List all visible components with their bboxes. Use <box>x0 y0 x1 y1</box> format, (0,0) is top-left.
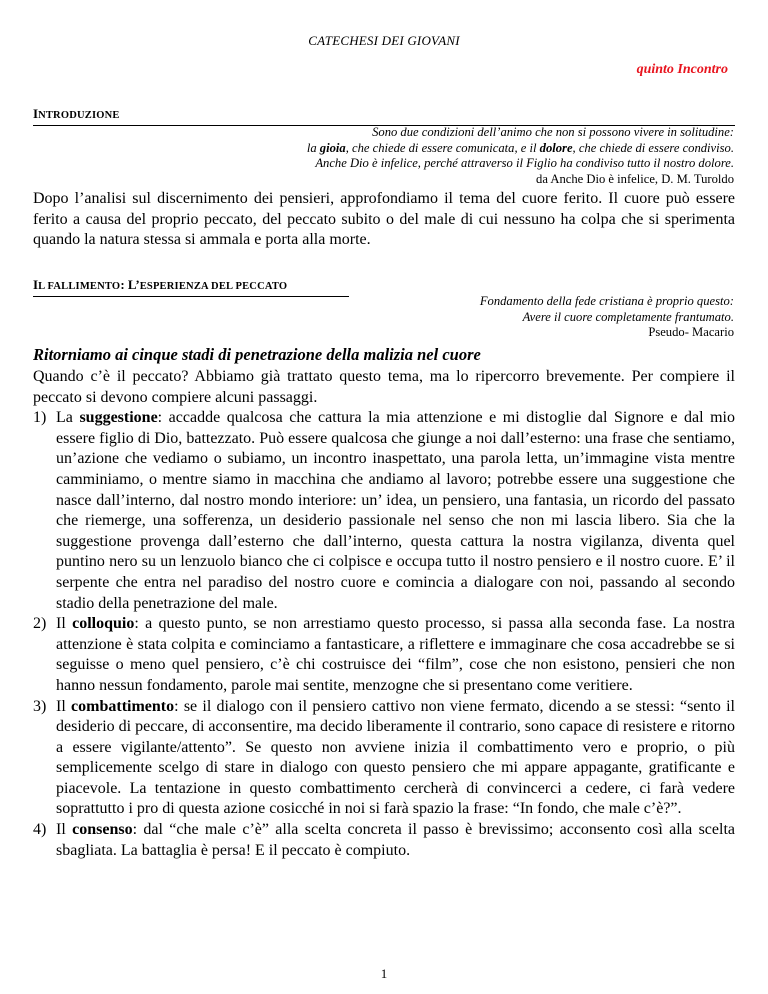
section-heading-rest: NTRODUZIONE <box>38 110 120 121</box>
list-item-text: : accadde qualcosa che cattura la mia attenzione e mi distoglie dal Signore e dal mio essere figlio di Dio, battezzato. Può essere qualcosa che giunge a noi dall’esterno: una frase che sentiamo, un’azione che vediamo o subiamo, un incontro inaspettato, una parola letta, un’immagine vista mentre camminiamo, o mentre siamo in macchina che andiamo al lavoro; potrebbe essere una suggestione che nasce dall’interno, dal nostro mondo interiore: un’ idea, un pensiero, una fantasia, un ricordo del passato che riemerge, una sofferenza, un desiderio passionale nel senso che non mi lascia libero. Sia che la suggestione provenga dall’esterno che dall’interno, questa cattura la nostra vigilanza, diventa quel puntino nero su un lenzuolo bianco che ci colpisce e occupa tutto il nostro pensiero e il nostro cuore. E’ il serpente che entra nel paradiso del nostro cuore e comincia a dialogare con noi, passando al secondo stadio della penetrazione del male. <box>56 409 735 612</box>
list-item-text: : a questo punto, se non arrestiamo questo processo, si passa alla seconda fase. La nostra attenzione è stata colpita e cominciamo a fantasticare, a riflettere e immaginare che cosa accadrebbe se si seguisse o meno quel pensiero, c’è chi costruisce dei “film”, cose che non esistono, pensieri che non hanno nessun fondamento, parole mai sentite, menzogne che si presentano come veritiere. <box>56 615 736 694</box>
subheading-five-stages: Ritorniamo ai cinque stadi di penetrazione della malizia nel cuore <box>33 345 481 364</box>
list-item-number: 3) <box>33 697 47 715</box>
list-item <box>33 408 735 614</box>
list-item-prefix: Il <box>56 615 73 633</box>
list-item-number: 1) <box>33 409 47 427</box>
list-item-prefix: La <box>56 409 80 427</box>
epigraph-text: , che chiede di essere condiviso. <box>572 140 734 155</box>
list-item <box>33 697 735 821</box>
main-text <box>33 367 735 861</box>
section-heading-part: ESPERIENZA DEL PECCATO <box>139 281 288 292</box>
stages-list <box>33 408 735 861</box>
section-heading-fallimento <box>33 277 349 297</box>
page-number: 1 <box>380 966 388 981</box>
section-heading-part: : L’ <box>120 277 140 292</box>
meeting-label: quinto Incontro <box>636 62 728 77</box>
list-item-term: consenso <box>72 821 133 839</box>
section-heading-initial: I <box>33 277 39 292</box>
list-item-number: 4) <box>33 821 47 839</box>
document-header-title: CATECHESI DEI GIOVANI <box>308 33 460 48</box>
epigraph-source: Pseudo- Macario <box>648 325 734 340</box>
list-item-prefix: Il <box>56 697 72 715</box>
list-item-term: combattimento <box>71 697 175 715</box>
list-item-number: 2) <box>33 615 47 633</box>
list-item <box>33 614 735 696</box>
list-item-prefix: Il <box>56 821 73 839</box>
epigraph-line: Avere il cuore completamente frantumato. <box>522 309 734 324</box>
epigraph-text: la <box>306 140 320 155</box>
epigraph-line: Fondamento della fede cristiana è proprio questo: <box>479 294 734 308</box>
epigraph-bold-gioia: gioia <box>319 140 346 155</box>
epigraph-line: Anche Dio è infelice, perché attraverso il Figlio ha condiviso tutto il nostro dolore. <box>315 156 734 171</box>
section-heading-part: L FALLIMENTO <box>38 281 121 292</box>
epigraph-turoldo <box>307 125 734 187</box>
epigraph-line: Sono due condizioni dell’animo che non si possono vivere in solitudine: <box>372 125 734 139</box>
epigraph-text: , che chiede di essere comunicata, e il <box>345 140 540 155</box>
epigraph-macario <box>480 294 734 341</box>
epigraph-bold-dolore: dolore <box>539 140 573 155</box>
list-item-text: : dal “che male c’è” alla scelta concreta il passo è brevissimo; acconsento così alla scelta sbagliata. La battaglia è persa! E il peccato è compiuto. <box>56 821 736 859</box>
epigraph-line <box>307 141 734 157</box>
epigraph-source: da Anche Dio è infelice, D. M. Turoldo <box>536 171 734 186</box>
stages-intro-paragraph: Quando c’è il peccato? Abbiamo già trattato questo tema, ma lo ripercorro brevemente. Per compiere il peccato si devono compiere alcuni passaggi. <box>33 368 735 406</box>
intro-paragraph: Dopo l’analisi sul discernimento dei pensieri, approfondiamo il tema del cuore ferito. Il cuore può essere ferito a causa del proprio peccato, del peccato subito o del male di cui nessuno ha colpa che si sperimenta quando la natura stessa si ammala e porta alla morte. <box>33 190 735 249</box>
section-heading-initial: I <box>33 106 39 121</box>
list-item <box>33 820 735 861</box>
list-item-text: : se il dialogo con il pensiero cattivo non viene fermato, dicendo a se stessi: “sento il desiderio di peccare, di acconsentire, ma decido liberamente il contrario, sono capace di resistere e ritorno a essere vigilante/attento”. Se questo non avviene inizia il combattimento vero e proprio, o più semplicemente scelgo di stare in dialogo con questo pensiero che mi appare appagante, gratificante e piacevole. La tentazione in questo combattimento cercherà di convincerci a cedere, ci farà vedere soprattutto i pro di questa azione cosicché in noi si farà spazio la frase: “In fondo, che male c’è?”. <box>56 697 735 818</box>
list-item-term: suggestione <box>79 409 158 427</box>
list-item-term: colloquio <box>72 615 135 633</box>
section-heading-introduzione <box>33 106 735 126</box>
